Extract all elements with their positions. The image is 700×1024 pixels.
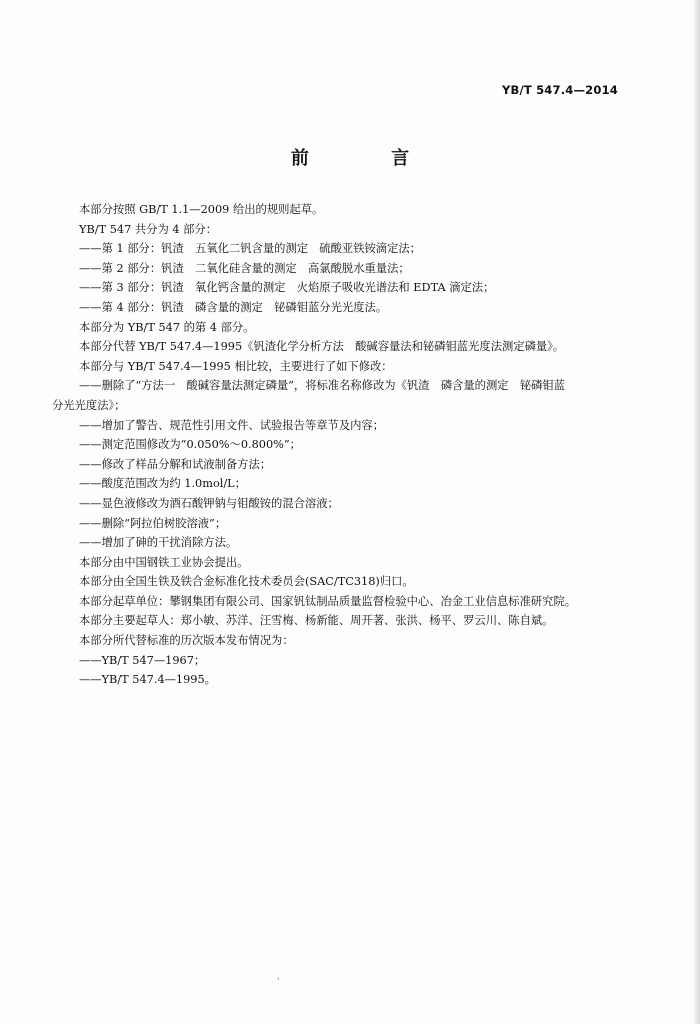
paragraph: 本部分代替 YB/T 547.4—1995《钒渣化学分析方法 酸碱容量法和铋磷钼蓝光度法测定磷量》。	[79, 340, 565, 354]
list-item: ——显色液修改为酒石酸钾钠与钼酸铵的混合溶液；	[79, 496, 339, 510]
list-item: ——第 3 部分：钒渣 氧化钙含量的测定 火焰原子吸收光谱法和 EDTA 滴定法；	[79, 281, 495, 295]
paragraph: 本部分与 YB/T 547.4—1995 相比较，主要进行了如下修改：	[79, 359, 393, 373]
paragraph: 本部分主要起草人：郑小敏、苏洋、汪雪梅、杨新能、周开著、张洪、杨平、罗云川、陈自斌。	[79, 614, 554, 628]
list-item: ——删除了“方法一 酸碱容量法测定磷量”，将标准名称修改为《钒渣 磷含量的测定 铋磷钼蓝	[79, 379, 566, 393]
paragraph: 本部分由全国生铁及铁合金标准化技术委员会(SAC/TC318)归口。	[79, 575, 414, 589]
list-item: ——YB/T 547—1967；	[79, 653, 206, 667]
paragraph: 本部分为 YB/T 547 的第 4 部分。	[79, 320, 255, 334]
paragraph: 本部分起草单位：攀钢集团有限公司、国家钒钛制品质量监督检验中心、冶金工业信息标准研究院。	[79, 594, 577, 608]
paragraph: YB/T 547 共分为 4 部分：	[79, 222, 217, 236]
page-mark: ʹ	[277, 978, 280, 988]
paragraph: 本部分所代替标准的历次版本发布情况为：	[79, 634, 294, 648]
list-item: ——增加了砷的干扰消除方法。	[79, 536, 238, 550]
list-item-continuation: 分光光度法》；	[52, 398, 126, 412]
list-item: ——酸度范围改为约 1.0mol/L；	[79, 477, 246, 491]
paragraph: 本部分由中国钢铁工业协会提出。	[79, 555, 249, 569]
list-item: ——第 1 部分：钒渣 五氧化二钒含量的测定 硫酸亚铁铵滴定法；	[79, 242, 421, 256]
foreword-body	[52, 200, 632, 690]
list-item: ——YB/T 547.4—1995。	[79, 673, 216, 687]
list-item: ——第 2 部分：钒渣 二氧化硅含量的测定 高氯酸脱水重量法；	[79, 261, 410, 275]
standard-code: YB/T 547.4—2014	[501, 83, 618, 97]
list-item: ——修改了样品分解和试液制备方法；	[79, 457, 272, 471]
list-item: ——第 4 部分：钒渣 磷含量的测定 铋磷钼蓝分光光度法。	[79, 300, 388, 314]
list-item: ——测定范围修改为“0.050%～0.800%”；	[79, 438, 301, 452]
list-item: ——删除“阿拉伯树胶溶液”；	[79, 516, 227, 530]
paragraph: 本部分按照 GB/T 1.1—2009 给出的规则起草。	[79, 203, 324, 216]
list-item: ——增加了警告、规范性引用文件、试验报告等章节及内容；	[79, 418, 385, 432]
page-title: 前 言	[290, 148, 448, 169]
